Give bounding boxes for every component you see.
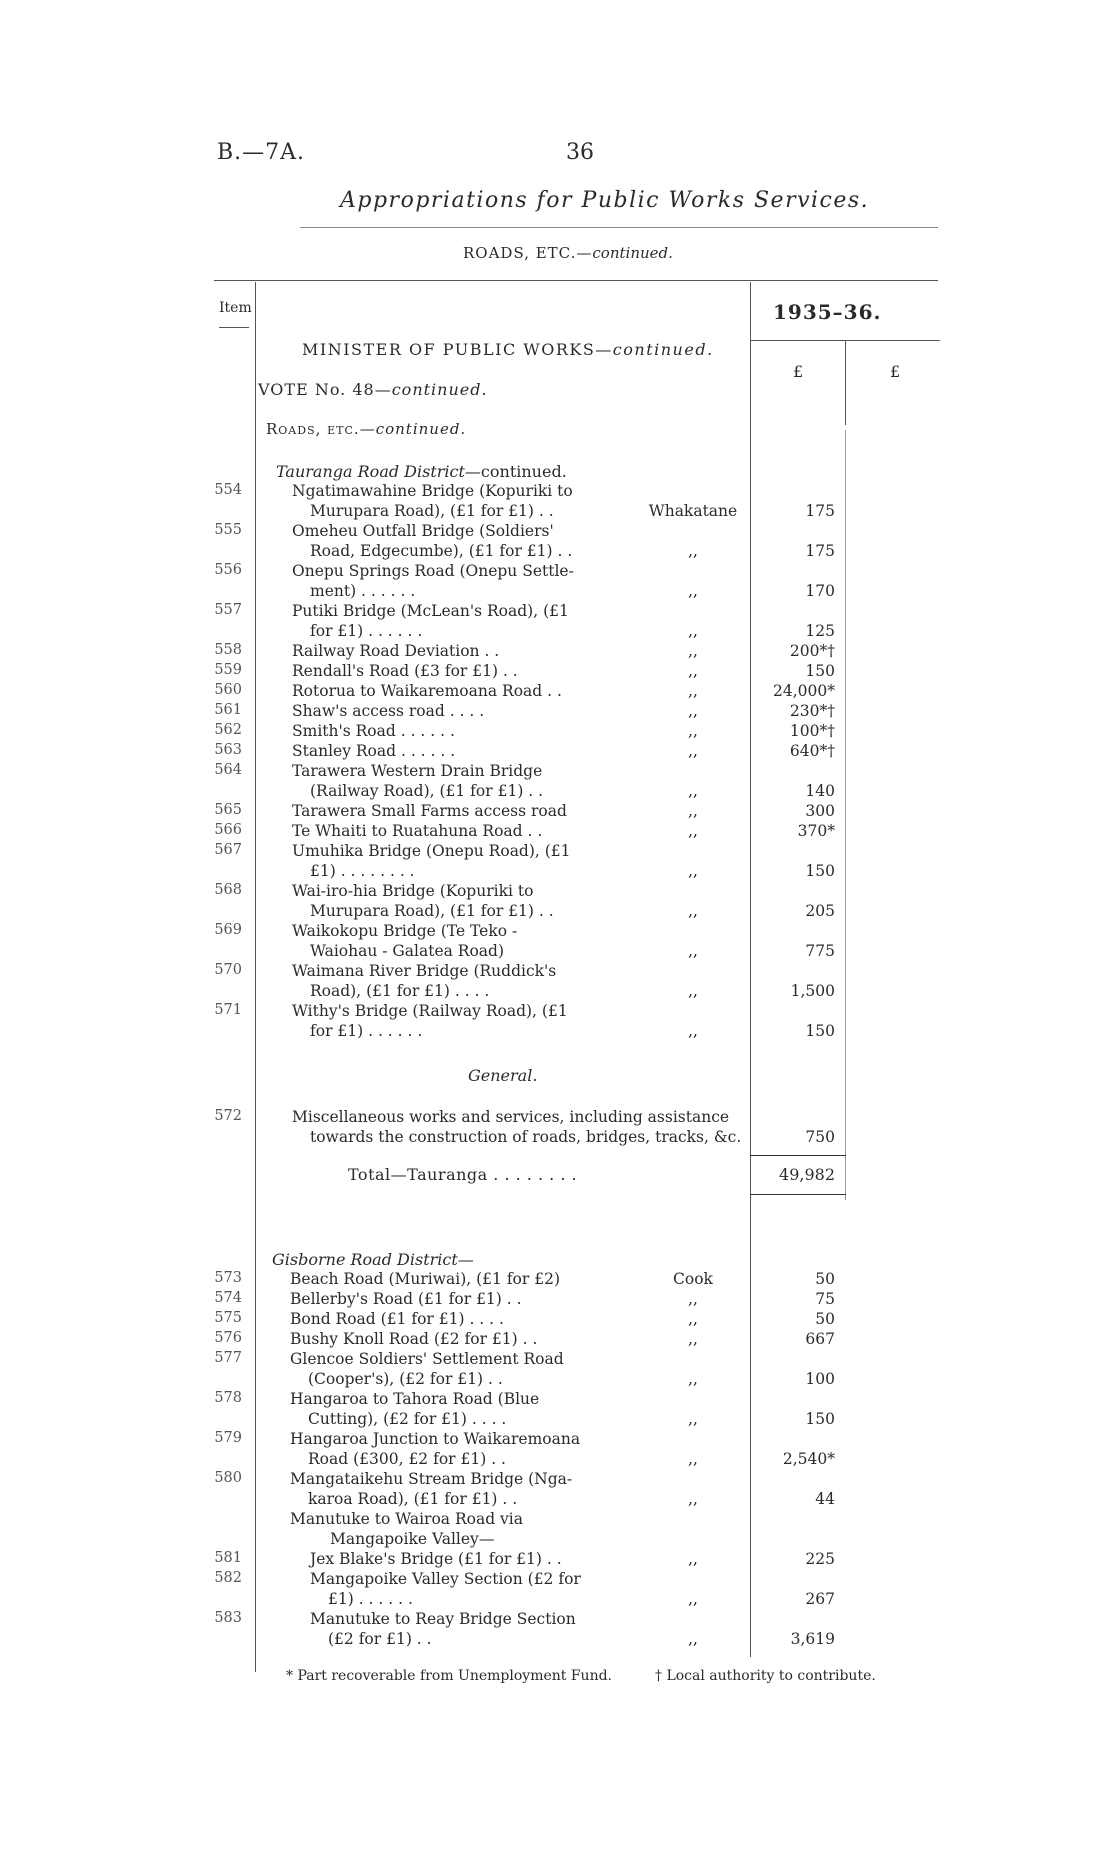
item-amount: 1,500 bbox=[790, 982, 835, 1000]
table-row bbox=[0, 1108, 1114, 1148]
item-amount: 24,000* bbox=[773, 682, 835, 700]
table-row bbox=[0, 682, 1114, 702]
item-description: Omeheu Outfall Bridge (Soldiers' bbox=[292, 522, 554, 540]
item-amount: 150 bbox=[805, 1410, 835, 1428]
item-description: Bellerby's Road (£1 for £1) . . bbox=[290, 1290, 522, 1308]
item-description: (Cooper's), (£2 for £1) . . bbox=[308, 1370, 503, 1388]
year-column-header: 1935–36. bbox=[773, 300, 882, 324]
vote-cont: continued. bbox=[391, 380, 488, 399]
item-number: 582 bbox=[214, 1570, 242, 1586]
item-description: Bushy Knoll Road (£2 for £1) . . bbox=[290, 1330, 538, 1348]
amount-column-mid-rule bbox=[845, 340, 846, 425]
ministry-cont: continued. bbox=[612, 340, 714, 359]
item-description: Mangapoike Valley Section (£2 for bbox=[310, 1570, 581, 1588]
item-description: Railway Road Deviation . . bbox=[292, 642, 500, 660]
footnote-dagger: † Local authority to contribute. bbox=[655, 1668, 876, 1684]
item-description: Rotorua to Waikaremoana Road . . bbox=[292, 682, 562, 700]
table-row bbox=[0, 822, 1114, 842]
item-number: 573 bbox=[214, 1270, 242, 1286]
table-row bbox=[0, 1290, 1114, 1310]
table-row bbox=[0, 922, 1114, 962]
item-amount: 225 bbox=[805, 1550, 835, 1568]
item-description: Road, Edgecumbe), (£1 for £1) . . bbox=[310, 542, 573, 560]
item-number: 561 bbox=[214, 702, 242, 718]
item-description: towards the construction of roads, bridges, tracks, &c. bbox=[310, 1128, 742, 1146]
item-description: Cutting), (£2 for £1) . . . . bbox=[308, 1410, 507, 1428]
item-description: Tarawera Small Farms access road bbox=[292, 802, 567, 820]
item-description: Hangaroa to Tahora Road (Blue bbox=[290, 1390, 540, 1408]
county-name: ,, bbox=[688, 722, 698, 740]
item-description: Jex Blake's Bridge (£1 for £1) . . bbox=[310, 1550, 562, 1568]
county-name: ,, bbox=[688, 802, 698, 820]
item-description: Waimana River Bridge (Ruddick's bbox=[292, 962, 557, 980]
county-name: ,, bbox=[688, 1490, 698, 1508]
table-row bbox=[0, 802, 1114, 822]
table-row bbox=[0, 962, 1114, 1002]
county-name: ,, bbox=[688, 1630, 698, 1648]
item-description: Waikokopu Bridge (Te Teko - bbox=[292, 922, 518, 940]
item-amount: 300 bbox=[805, 802, 835, 820]
county-name: ,, bbox=[688, 982, 698, 1000]
item-number: 563 bbox=[214, 742, 242, 758]
item-description: Miscellaneous works and services, including assistance bbox=[292, 1108, 730, 1126]
item-description: Stanley Road . . . . . . bbox=[292, 742, 456, 760]
roads-name: Roads, etc.— bbox=[266, 420, 376, 438]
currency-symbol-2: £ bbox=[890, 362, 901, 381]
item-description: karoa Road), (£1 for £1) . . bbox=[308, 1490, 518, 1508]
item-description: Bond Road (£1 for £1) . . . . bbox=[290, 1310, 504, 1328]
table-row bbox=[0, 522, 1114, 562]
item-description: Hangaroa Junction to Waikaremoana bbox=[290, 1430, 581, 1448]
item-amount: 640*† bbox=[789, 742, 835, 760]
county-name: ,, bbox=[688, 1550, 698, 1568]
tauranga-district-heading bbox=[276, 462, 567, 481]
item-amount: 150 bbox=[805, 862, 835, 880]
item-description: Glencoe Soldiers' Settlement Road bbox=[290, 1350, 564, 1368]
total-label: Total—Tauranga . . . . . . . . bbox=[348, 1165, 578, 1184]
item-description: Rendall's Road (£3 for £1) . . bbox=[292, 662, 518, 680]
item-number: 567 bbox=[214, 842, 242, 858]
county-name: ,, bbox=[688, 902, 698, 920]
item-description: Tarawera Western Drain Bridge bbox=[292, 762, 543, 780]
county-name: ,, bbox=[688, 1450, 698, 1468]
item-number: 575 bbox=[214, 1310, 242, 1326]
item-number: 556 bbox=[214, 562, 242, 578]
general-subheading: General. bbox=[468, 1066, 538, 1085]
item-description: (£2 for £1) . . bbox=[328, 1630, 432, 1648]
table-row bbox=[0, 1570, 1114, 1610]
table-row bbox=[0, 1510, 1114, 1550]
section-heading-text: ROADS, ETC.— bbox=[463, 244, 593, 262]
item-number: 564 bbox=[214, 762, 242, 778]
county-name: ,, bbox=[688, 642, 698, 660]
county-name: ,, bbox=[688, 542, 698, 560]
item-description: Shaw's access road . . . . bbox=[292, 702, 485, 720]
item-amount: 50 bbox=[815, 1270, 835, 1288]
table-row bbox=[0, 842, 1114, 882]
county-name: ,, bbox=[688, 1022, 698, 1040]
ministry-heading bbox=[302, 340, 714, 359]
item-description: Te Whaiti to Ruatahuna Road . . bbox=[292, 822, 543, 840]
county-name: ,, bbox=[688, 1310, 698, 1328]
item-amount: 3,619 bbox=[790, 1630, 835, 1648]
county-name: ,, bbox=[688, 782, 698, 800]
item-number: 578 bbox=[214, 1390, 242, 1406]
vote-heading bbox=[258, 380, 488, 399]
vote-name: VOTE No. 48— bbox=[258, 380, 392, 399]
item-number: 581 bbox=[214, 1550, 242, 1566]
item-number: 569 bbox=[214, 922, 242, 938]
item-amount: 175 bbox=[805, 542, 835, 560]
item-number: 572 bbox=[214, 1108, 242, 1124]
county-name: ,, bbox=[688, 822, 698, 840]
item-description: Ngatimawahine Bridge (Kopuriki to bbox=[292, 482, 573, 500]
item-number: 570 bbox=[214, 962, 242, 978]
item-amount: 150 bbox=[805, 662, 835, 680]
county-name: ,, bbox=[688, 942, 698, 960]
county-name: ,, bbox=[688, 582, 698, 600]
table-row bbox=[0, 762, 1114, 802]
item-number: 576 bbox=[214, 1330, 242, 1346]
item-number: 565 bbox=[214, 802, 242, 818]
table-row bbox=[0, 482, 1114, 522]
section-heading-cont: continued. bbox=[592, 244, 673, 262]
item-number: 560 bbox=[214, 682, 242, 698]
item-amount: 267 bbox=[805, 1590, 835, 1608]
item-description: Manutuke to Wairoa Road via bbox=[290, 1510, 524, 1528]
county-name: ,, bbox=[688, 1330, 698, 1348]
item-number: 579 bbox=[214, 1430, 242, 1446]
item-number: 577 bbox=[214, 1350, 242, 1366]
item-description: Road (£300, £2 for £1) . . bbox=[308, 1450, 506, 1468]
item-description: Manutuke to Reay Bridge Section bbox=[310, 1610, 576, 1628]
item-amount: 44 bbox=[815, 1490, 835, 1508]
county-name: ,, bbox=[688, 622, 698, 640]
county-name: ,, bbox=[688, 702, 698, 720]
item-amount: 667 bbox=[805, 1330, 835, 1348]
item-amount: 125 bbox=[805, 622, 835, 640]
table-row bbox=[0, 1390, 1114, 1430]
table-row bbox=[0, 642, 1114, 662]
item-number: 555 bbox=[214, 522, 242, 538]
item-column-header: Item bbox=[219, 300, 252, 316]
item-description: Smith's Road . . . . . . bbox=[292, 722, 455, 740]
item-amount: 175 bbox=[805, 502, 835, 520]
document-reference: B.—7A. bbox=[217, 140, 306, 165]
item-description: Onepu Springs Road (Onepu Settle- bbox=[292, 562, 574, 580]
item-description: Mangataikehu Stream Bridge (Nga- bbox=[290, 1470, 573, 1488]
county-name: Whakatane bbox=[648, 502, 738, 520]
county-name: ,, bbox=[688, 682, 698, 700]
table-row bbox=[0, 1002, 1114, 1042]
total-top-rule bbox=[750, 1155, 846, 1156]
item-number: 558 bbox=[214, 642, 242, 658]
page-number: 36 bbox=[566, 140, 594, 165]
item-number: 580 bbox=[214, 1470, 242, 1486]
item-description: (Railway Road), (£1 for £1) . . bbox=[310, 782, 544, 800]
county-name: ,, bbox=[688, 1370, 698, 1388]
county-name: ,, bbox=[688, 742, 698, 760]
item-number: 562 bbox=[214, 722, 242, 738]
footnote-star: * Part recoverable from Unemployment Fund. bbox=[286, 1668, 613, 1684]
tauranga-district-cont: —continued. bbox=[464, 462, 567, 481]
item-description: for £1) . . . . . . bbox=[310, 1022, 423, 1040]
item-amount: 205 bbox=[805, 902, 835, 920]
table-row bbox=[0, 702, 1114, 722]
item-description: ment) . . . . . . bbox=[310, 582, 416, 600]
item-description: £1) . . . . . . bbox=[328, 1590, 413, 1608]
table-row bbox=[0, 882, 1114, 922]
table-row bbox=[0, 1550, 1114, 1570]
county-name: ,, bbox=[688, 662, 698, 680]
county-name: ,, bbox=[688, 1410, 698, 1428]
roads-heading bbox=[266, 420, 466, 438]
item-amount: 370* bbox=[797, 822, 835, 840]
item-amount: 140 bbox=[805, 782, 835, 800]
county-name: ,, bbox=[688, 1290, 698, 1308]
total-amount: 49,982 bbox=[779, 1165, 835, 1184]
item-description: Wai-iro-hia Bridge (Kopuriki to bbox=[292, 882, 534, 900]
item-amount: 75 bbox=[815, 1290, 835, 1308]
item-number: 568 bbox=[214, 882, 242, 898]
table-top-rule bbox=[214, 280, 938, 281]
table-row bbox=[0, 1470, 1114, 1510]
item-description: Umuhika Bridge (Onepu Road), (£1 bbox=[292, 842, 571, 860]
county-name: ,, bbox=[688, 1590, 698, 1608]
table-row bbox=[0, 1350, 1114, 1390]
title-rule bbox=[300, 227, 938, 228]
total-bottom-rule bbox=[750, 1194, 846, 1195]
item-number: 566 bbox=[214, 822, 242, 838]
item-description: Putiki Bridge (McLean's Road), (£1 bbox=[292, 602, 569, 620]
table-row bbox=[0, 562, 1114, 602]
currency-symbol-1: £ bbox=[793, 362, 804, 381]
table-row bbox=[0, 1310, 1114, 1330]
item-description: Withy's Bridge (Railway Road), (£1 bbox=[292, 1002, 568, 1020]
table-row bbox=[0, 722, 1114, 742]
table-row bbox=[0, 1610, 1114, 1650]
item-description: Mangapoike Valley— bbox=[330, 1530, 495, 1548]
item-number: 559 bbox=[214, 662, 242, 678]
item-number: 557 bbox=[214, 602, 242, 618]
gisborne-district-heading: Gisborne Road District— bbox=[272, 1250, 474, 1269]
item-amount: 100 bbox=[805, 1370, 835, 1388]
item-number: 583 bbox=[214, 1610, 242, 1626]
table-row bbox=[0, 602, 1114, 642]
item-amount: 100*† bbox=[789, 722, 835, 740]
county-name: Cook bbox=[673, 1270, 713, 1288]
item-amount: 200*† bbox=[789, 642, 835, 660]
table-row bbox=[0, 1330, 1114, 1350]
item-number: 571 bbox=[214, 1002, 242, 1018]
item-head-underline bbox=[219, 327, 249, 328]
item-amount: 750 bbox=[805, 1128, 835, 1146]
table-row bbox=[0, 1430, 1114, 1470]
item-amount: 150 bbox=[805, 1022, 835, 1040]
item-number: 574 bbox=[214, 1290, 242, 1306]
table-row bbox=[0, 1270, 1114, 1290]
item-description: Road), (£1 for £1) . . . . bbox=[310, 982, 490, 1000]
item-number: 554 bbox=[214, 482, 242, 498]
item-amount: 170 bbox=[805, 582, 835, 600]
item-description: for £1) . . . . . . bbox=[310, 622, 423, 640]
item-description: Beach Road (Muriwai), (£1 for £2) bbox=[290, 1270, 560, 1288]
table-row bbox=[0, 742, 1114, 762]
item-description: Murupara Road), (£1 for £1) . . bbox=[310, 902, 554, 920]
item-amount: 775 bbox=[805, 942, 835, 960]
county-name: ,, bbox=[688, 862, 698, 880]
table-row bbox=[0, 662, 1114, 682]
tauranga-district-name: Tauranga Road District bbox=[276, 462, 465, 481]
item-description: Waiohau - Galatea Road) bbox=[310, 942, 505, 960]
item-amount: 230*† bbox=[789, 702, 835, 720]
item-description: £1) . . . . . . . . bbox=[310, 862, 415, 880]
roads-cont: continued. bbox=[375, 420, 467, 438]
page-title: Appropriations for Public Works Services. bbox=[340, 188, 870, 213]
item-amount: 2,540* bbox=[782, 1450, 835, 1468]
item-description: Murupara Road), (£1 for £1) . . bbox=[310, 502, 554, 520]
section-heading bbox=[463, 244, 673, 262]
item-amount: 50 bbox=[815, 1310, 835, 1328]
ministry-name: MINISTER OF PUBLIC WORKS— bbox=[302, 340, 613, 359]
